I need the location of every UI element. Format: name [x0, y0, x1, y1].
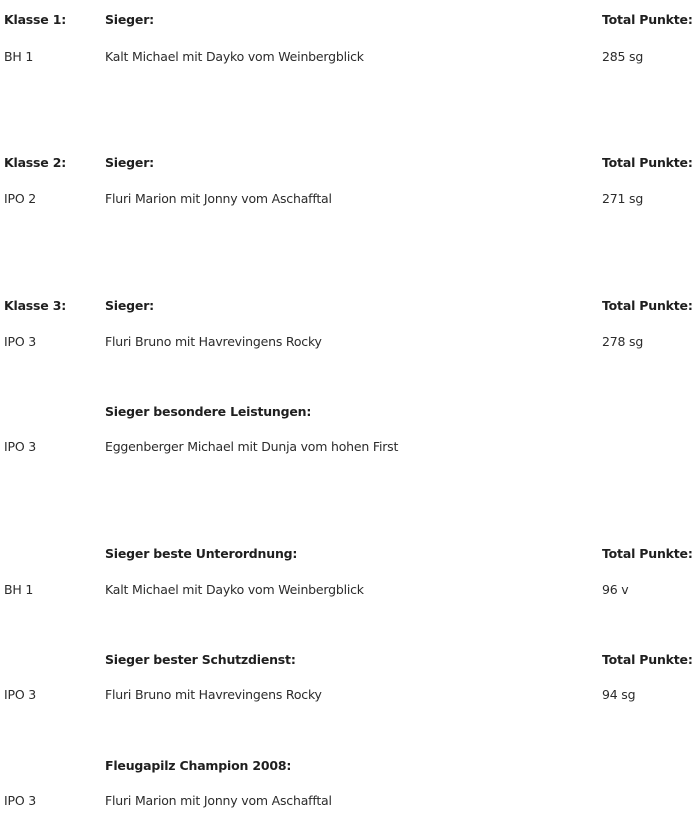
class-3-level: IPO 3	[4, 334, 36, 349]
champion-heading: Fleugapilz Champion 2008:	[105, 758, 292, 773]
class-3-points-label: Total Punkte:	[602, 298, 693, 313]
obedience-winner: Kalt Michael mit Dayko vom Weinbergblick	[105, 582, 364, 597]
obedience-points-label: Total Punkte:	[602, 546, 693, 561]
protection-winner: Fluri Bruno mit Havrevingens Rocky	[105, 687, 322, 702]
class-3-points: 278 sg	[602, 334, 644, 349]
protection-heading: Sieger bester Schutzdienst:	[105, 652, 296, 667]
class-2-points-label: Total Punkte:	[602, 155, 693, 170]
obedience-level: BH 1	[4, 582, 34, 597]
class-2-winner: Fluri Marion mit Jonny vom Aschafftal	[105, 191, 332, 206]
obedience-heading: Sieger beste Unterordnung:	[105, 546, 298, 561]
class-1-level: BH 1	[4, 49, 34, 64]
champion-winner: Fluri Marion mit Jonny vom Aschafftal	[105, 793, 332, 808]
class-2-points: 271 sg	[602, 191, 644, 206]
champion-level: IPO 3	[4, 793, 36, 808]
class-1-points-label: Total Punkte:	[602, 12, 693, 27]
class-3-winner: Fluri Bruno mit Havrevingens Rocky	[105, 334, 322, 349]
class-1-label: Klasse 1:	[4, 12, 67, 27]
special-heading: Sieger besondere Leistungen:	[105, 404, 312, 419]
class-3-winner-label: Sieger:	[105, 298, 154, 313]
class-2-label: Klasse 2:	[4, 155, 67, 170]
class-3-label: Klasse 3:	[4, 298, 67, 313]
class-2-level: IPO 2	[4, 191, 36, 206]
class-1-points: 285 sg	[602, 49, 644, 64]
class-1-winner: Kalt Michael mit Dayko vom Weinbergblick	[105, 49, 364, 64]
obedience-points: 96 v	[602, 582, 629, 597]
class-2-winner-label: Sieger:	[105, 155, 154, 170]
special-level: IPO 3	[4, 439, 36, 454]
special-winner: Eggenberger Michael mit Dunja vom hohen First	[105, 439, 399, 454]
protection-points-label: Total Punkte:	[602, 652, 693, 667]
class-1-winner-label: Sieger:	[105, 12, 154, 27]
protection-level: IPO 3	[4, 687, 36, 702]
protection-points: 94 sg	[602, 687, 636, 702]
